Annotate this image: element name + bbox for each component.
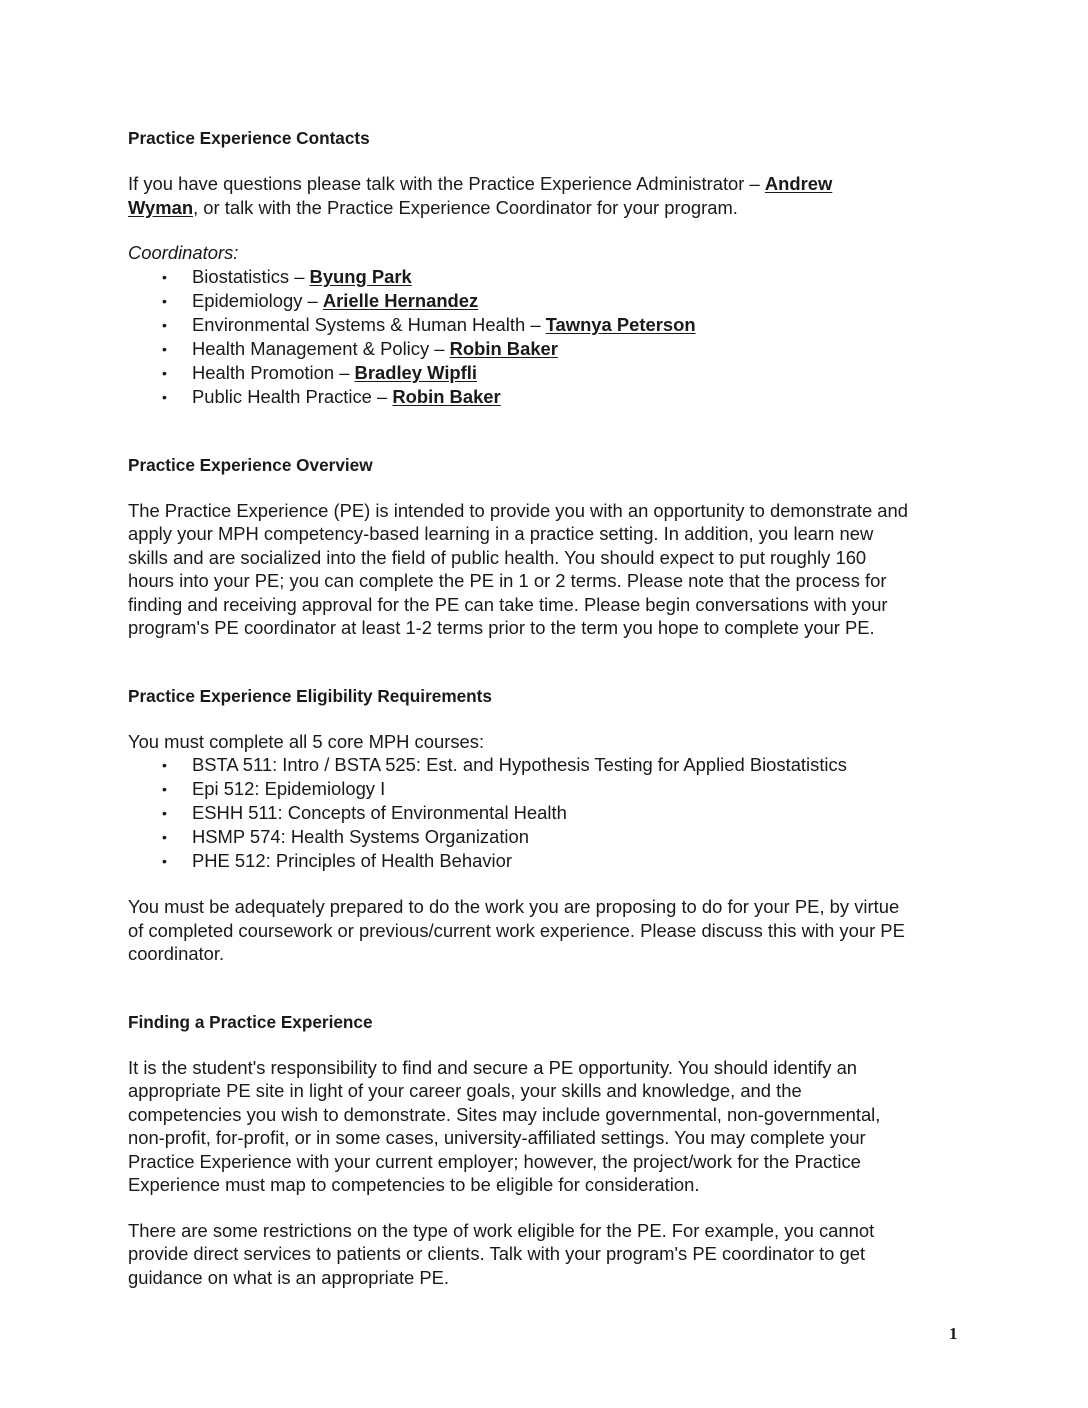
list-item <box>128 753 968 777</box>
bullet-icon: • <box>162 364 167 381</box>
text-line: It is the student's responsibility to find and secure a PE opportunity. You should identify an <box>128 1056 858 1078</box>
bullet-icon: • <box>162 268 167 285</box>
bullet-icon: • <box>162 388 167 405</box>
course-text: BSTA 511: Intro / BSTA 525: Est. and Hypothesis Testing for Applied Biostatistics <box>192 754 847 775</box>
admin-link-andrew[interactable]: Andrew <box>764 173 833 194</box>
bullet-icon: • <box>162 340 167 357</box>
text-line: competencies you wish to demonstrate. Sites may include governmental, non-governmental, <box>128 1103 881 1125</box>
text-line: Experience must map to competencies to be eligible for consideration. <box>128 1174 700 1195</box>
eligibility-heading: Practice Experience Eligibility Requirements <box>128 685 492 706</box>
contacts-heading: Practice Experience Contacts <box>128 128 370 148</box>
text-line: of completed coursework or previous/current work experience. Please discuss this with your PE <box>128 919 905 941</box>
eligibility-intro: You must complete all 5 core MPH courses: <box>128 730 485 752</box>
coordinator-link[interactable]: Robin Baker <box>392 385 501 407</box>
bullet-icon: • <box>162 781 167 797</box>
coordinator-program: Epidemiology – <box>192 289 323 311</box>
overview-heading: Practice Experience Overview <box>128 454 373 475</box>
coordinator-link[interactable]: Arielle Hernandez <box>322 289 479 311</box>
bullet-icon: • <box>162 316 167 333</box>
admin-link-wyman[interactable]: Wyman <box>128 196 194 218</box>
list-item <box>128 313 968 337</box>
contacts-intro-before: If you have questions please talk with the Practice Experience Administrator – <box>128 173 765 194</box>
coordinator-program: Biostatistics – <box>192 265 310 287</box>
text-line: program's PE coordinator at least 1-2 terms prior to the term you hope to complete your PE. <box>128 617 875 638</box>
coordinator-link[interactable]: Bradley Wipfli <box>354 361 478 383</box>
list-item <box>128 777 968 801</box>
finding-paragraph-2 <box>128 1219 968 1290</box>
text-line: There are some restrictions on the type of work eligible for the PE. For example, you cannot <box>128 1219 875 1241</box>
bullet-icon: • <box>162 829 167 845</box>
contacts-intro <box>128 172 968 219</box>
coordinators-label: Coordinators: <box>128 242 239 263</box>
text-line: coordinator. <box>128 943 225 964</box>
coordinator-link[interactable]: Tawnya Peterson <box>545 313 696 335</box>
list-item <box>128 385 968 409</box>
bullet-icon: • <box>162 757 167 773</box>
text-line: provide direct services to patients or clients. Talk with your program's PE coordinator to get <box>128 1243 866 1264</box>
finding-heading: Finding a Practice Experience <box>128 1011 373 1032</box>
coordinator-program: Public Health Practice – <box>192 385 393 407</box>
bullet-icon: • <box>162 805 167 821</box>
contacts-intro-after: , or talk with the Practice Experience Coordinator for your program. <box>193 196 738 218</box>
bullet-icon: • <box>162 292 167 309</box>
overview-paragraph <box>128 499 968 640</box>
text-line: hours into your PE; you can complete the PE in 1 or 2 terms. Please note that the process for <box>128 570 887 591</box>
coordinator-program: Health Promotion – <box>192 361 355 383</box>
text-line: apply your MPH competency-based learning in a practice setting. In addition, you learn new <box>128 523 874 544</box>
text-line: finding and receiving approval for the PE can take time. Please begin conversations with your <box>128 593 888 615</box>
text-line: You must be adequately prepared to do the work you are proposing to do for your PE, by virtue <box>128 896 900 917</box>
text-line: guidance on what is an appropriate PE. <box>128 1266 450 1288</box>
text-line: skills and are socialized into the field of public health. You should expect to put roughly 160 <box>128 546 867 568</box>
course-text: PHE 512: Principles of Health Behavior <box>192 850 512 871</box>
courses-list <box>128 753 968 873</box>
coordinators-list <box>128 265 968 409</box>
coordinator-program: Environmental Systems & Human Health – <box>192 313 546 335</box>
list-item <box>128 361 968 385</box>
list-item <box>128 289 968 313</box>
coordinator-program: Health Management & Policy – <box>192 337 450 359</box>
list-item <box>128 825 968 849</box>
list-item <box>128 801 968 825</box>
page-number: 1 <box>949 1324 958 1343</box>
finding-paragraph-1 <box>128 1056 968 1197</box>
text-line: non-profit, for-profit, or in some cases, university-affiliated settings. You may complete your <box>128 1127 866 1148</box>
text-line: Practice Experience with your current employer; however, the project/work for the Practice <box>128 1150 861 1172</box>
list-item <box>128 337 968 361</box>
list-item <box>128 849 968 873</box>
course-text: Epi 512: Epidemiology I <box>192 778 386 799</box>
eligibility-closing <box>128 895 968 966</box>
list-item <box>128 265 968 289</box>
coordinator-link[interactable]: Byung Park <box>309 265 412 287</box>
course-text: HSMP 574: Health Systems Organization <box>192 826 529 847</box>
text-line: appropriate PE site in light of your career goals, your skills and knowledge, and the <box>128 1080 802 1101</box>
bullet-icon: • <box>162 853 167 869</box>
document-page <box>128 127 968 1289</box>
coordinator-link[interactable]: Robin Baker <box>449 337 558 359</box>
course-text: ESHH 511: Concepts of Environmental Health <box>192 802 567 823</box>
text-line: The Practice Experience (PE) is intended to provide you with an opportunity to demonstrate and <box>128 499 908 521</box>
